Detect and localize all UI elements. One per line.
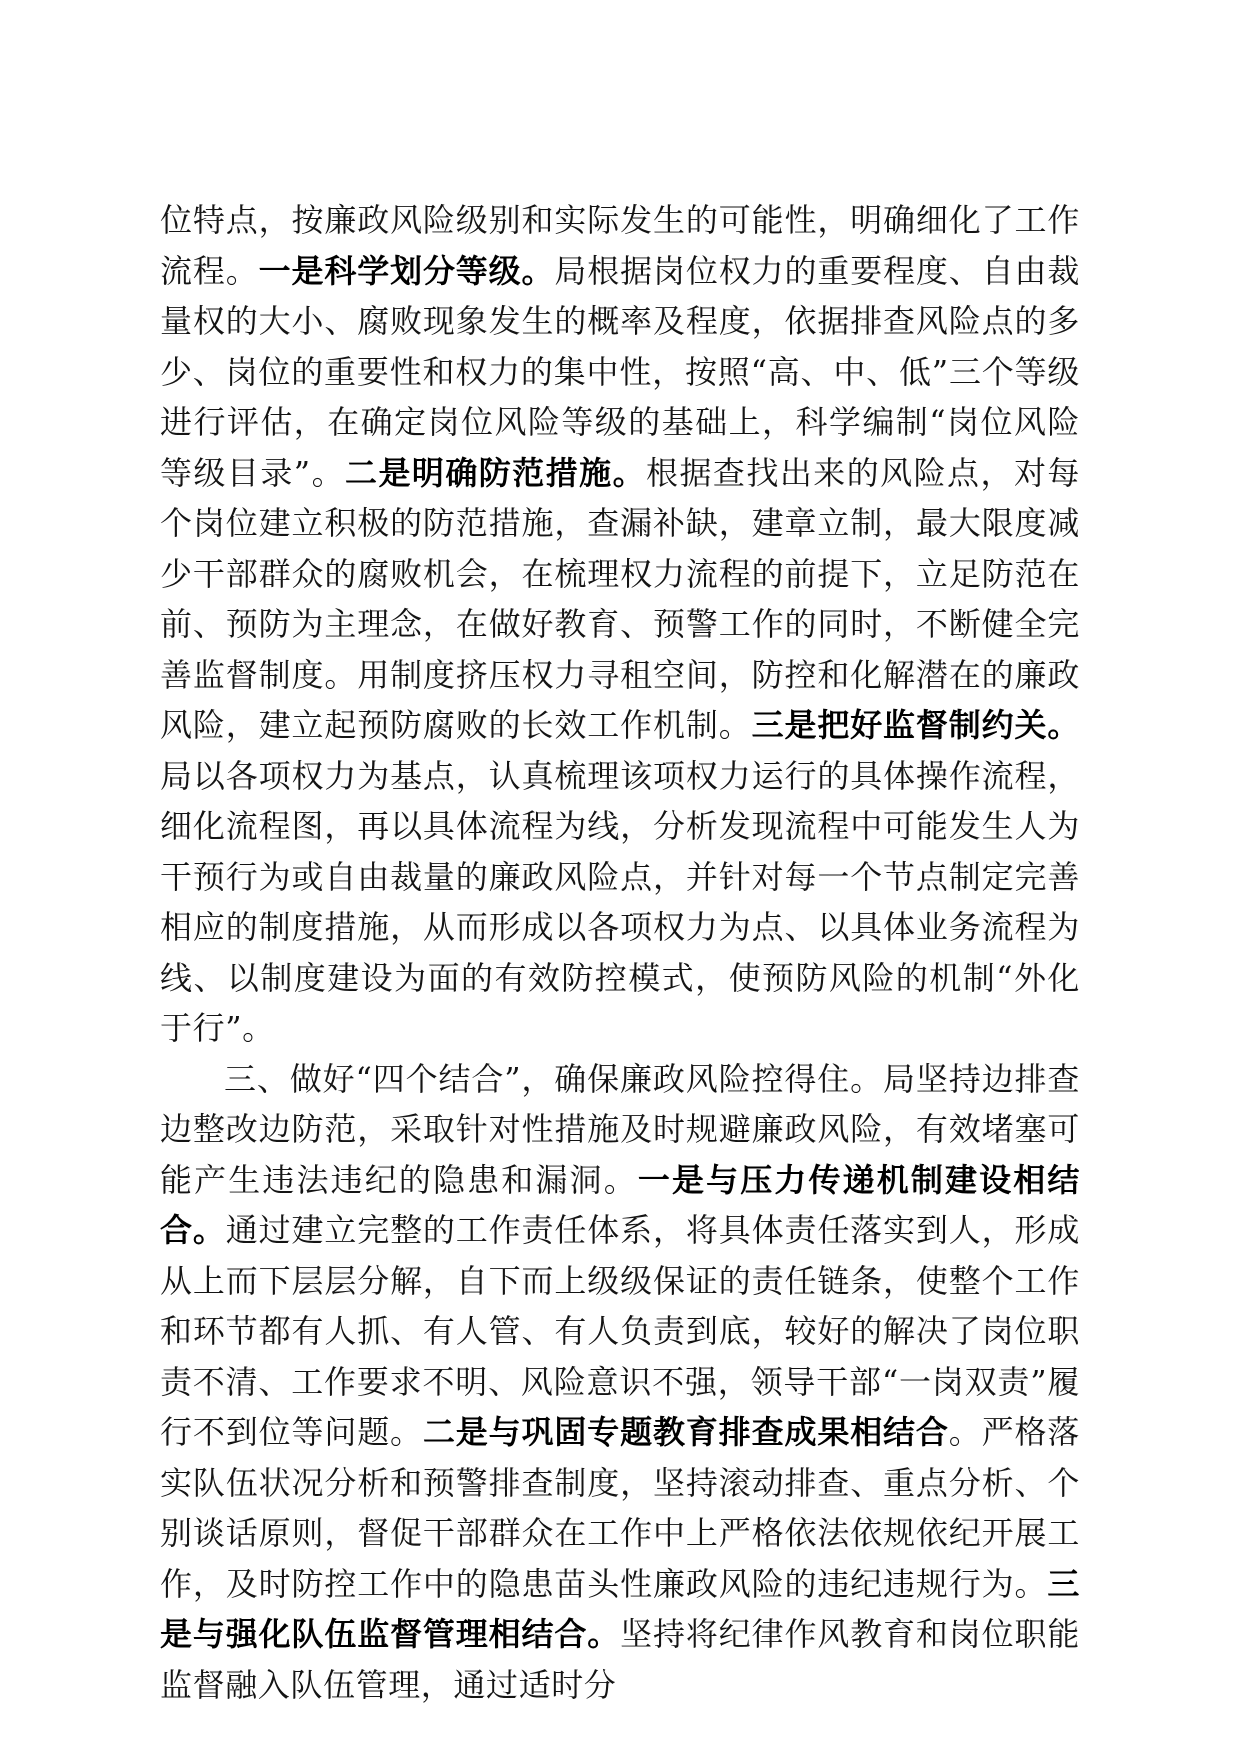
paragraph-1 [160,195,1080,1054]
document-page [160,195,1080,1710]
bold-heading-6: 三是与强化队伍监督管理相结合。 [160,1564,1080,1653]
paragraph-text: 局以各项权力为基点，认真梳理该项权力运行的具体操作流程，细化流程图，再以具体流程为线，分析发现流程中可能发生人为干预行为或自由裁量的廉政风险点，并针对每一个节点制定完善相应的制度措施，从而形成以各项权力为点、以具体业务流程为线、以制度建设为面的有效防控模式，使预防风险的机制“外化于行”。 [160,756,1080,1047]
paragraph-text: 坚持将纪律作风教育和岗位职能监督融入队伍管理，通过适时分 [160,1615,1081,1704]
bold-heading-3: 三是把好监督制约关。 [751,706,1080,744]
paragraph-text: 通过建立完整的工作责任体系，将具体责任落实到人，形成从上而下层层分解，自下而上级级保证的责任链条，使整个工作和环节都有人抓、有人管、有人负责到底，较好的解决了岗位职责不清、工作要求不明、风险意识不强，领导干部“一岗双责”履行不到位等问题。 [160,1211,1080,1451]
paragraph-text: 位特点，按廉政风险级别和实际发生的可能性，明确细化了工作流程。 [160,201,1080,290]
paragraph-text: 局坚持边排查边整改边防范，采取针对性措施及时规避廉政风险，有效堵塞可能产生违法违纪的隐患和漏洞。 [160,1059,1080,1199]
section-heading: 三、做好“四个结合”，确保廉政风险控得住。 [224,1059,884,1098]
bold-heading-5: 二是与巩固专题教育排查成果相结合 [422,1413,949,1451]
paragraph-text: 局根据岗位权力的重要程度、自由裁量权的大小、腐败现象发生的概率及程度，依据排查风险点的多少、岗位的重要性和权力的集中性，按照“高、中、低”三个等级进行评估，在确定岗位风险等级的基础上，科学编制“岗位风险等级目录”。 [160,251,1080,492]
bold-heading-1: 一是科学划分等级。 [258,251,555,290]
bold-heading-2: 二是明确防范措施。 [345,453,647,492]
paragraph-text: 。严格落实队伍状况分析和预警排查制度，坚持滚动排查、重点分析、个别谈话原则，督促干部群众在工作中上严格依法依规依纪开展工作，及时防控工作中的隐患苗头性廉政风险的违纪违规行为。 [160,1413,1080,1603]
paragraph-text: 根据查找出来的风险点，对每个岗位建立积极的防范措施，查漏补缺，建章立制，最大限度减少干部群众的腐败机会，在梳理权力流程的前提下，立足防范在前、预防为主理念，在做好教育、预警工作的同时，不断健全完善监督制度。用制度挤压权力寻租空间，防控和化解潜在的廉政风险，建立起预防腐败的长效工作机制。 [160,453,1080,744]
bold-heading-4: 一是与压力传递机制建设相结合。 [160,1160,1080,1249]
paragraph-2 [160,1054,1080,1711]
